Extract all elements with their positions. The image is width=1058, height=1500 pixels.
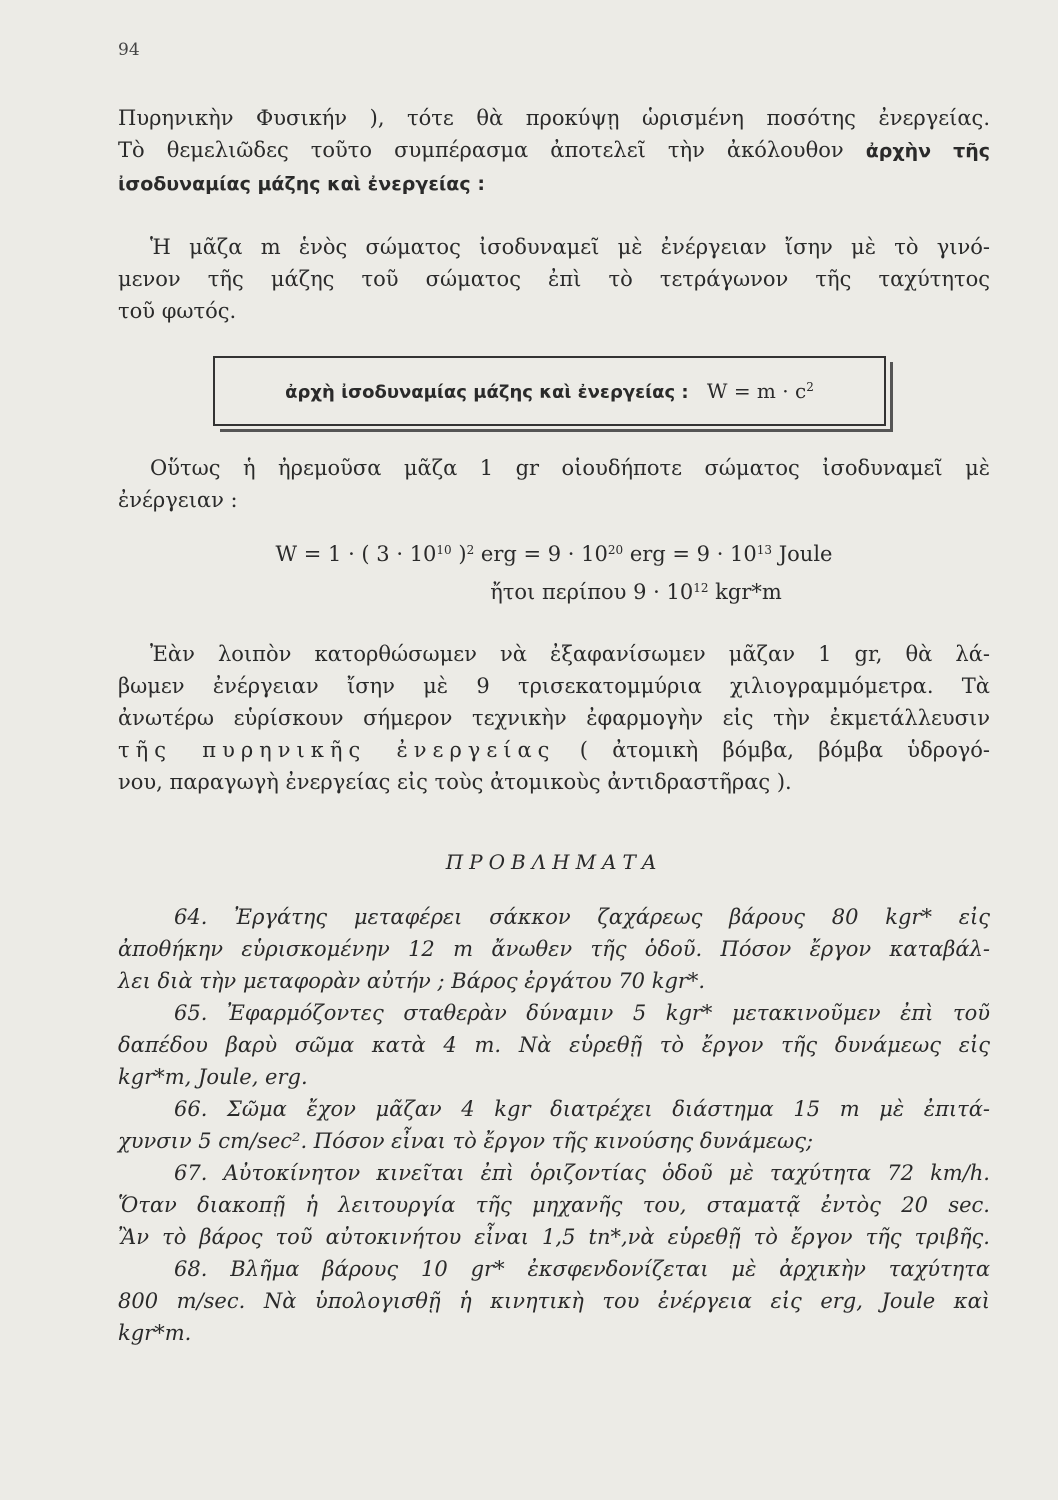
eq-alt-part-1: ἤτοι περίπου 9 · 10 bbox=[490, 580, 694, 604]
eq-part-3: erg = 9 · 10 bbox=[474, 542, 608, 566]
example-line-1: Οὕτως ἡ ἠρεμοῦσα μᾶζα 1 gr οἱουδήποτε σώματος ἰσοδυναμεῖ μὲ bbox=[150, 456, 990, 480]
problem-65-line-2: δαπέδου βαρὺ σῶμα κατὰ 4 m. Νὰ εὑρεθῇ τὸ ἔργον τῆς δυνάμεως εἰς bbox=[118, 1033, 990, 1057]
formula-exponent: 2 bbox=[806, 380, 814, 394]
principle-formula bbox=[707, 379, 814, 403]
problem-68-line-3: kgr*m. bbox=[118, 1321, 192, 1345]
energy-equation bbox=[118, 542, 990, 566]
problem-67-line-2: Ὅταν διακοπῇ ἡ λειτουργία τῆς μηχανῆς του, σταματᾷ ἐντὸς 20 sec. bbox=[118, 1193, 990, 1217]
problem-67-line-3: Ἂν τὸ βάρος τοῦ αὐτοκινήτου εἶναι 1,5 tn*,νὰ εὑρεθῇ τὸ ἔργον τῆς τριβῆς. bbox=[118, 1225, 990, 1249]
eq-alt-exp: 12 bbox=[693, 581, 709, 595]
statement-line-1: Ἡ μᾶζα m ἑνὸς σώματος ἰσοδυναμεῖ μὲ ἐνέργειαν ἴσην μὲ τὸ γινό- bbox=[150, 235, 990, 259]
statement-paragraph bbox=[118, 231, 990, 327]
problem-64-line-2: ἀποθήκην εὑρισκομένην 12 m ἄνωθεν τῆς ὁδοῦ. Πόσον ἔργον καταβάλ- bbox=[118, 937, 990, 961]
eq-part-5: Joule bbox=[772, 542, 833, 566]
problem-64-line-3: λει διὰ τὴν μεταφορὰν αὐτήν ; Βάρος ἐργάτου 70 kgr*. bbox=[118, 969, 706, 993]
problem-67-line-1: 67. Αὐτοκίνητον κινεῖται ἐπὶ ὁριζοντίας ὁδοῦ μὲ ταχύτητα 72 km/h. bbox=[174, 1161, 990, 1185]
principle-colon: : bbox=[477, 173, 485, 195]
problem-68-line-2: 800 m/sec. Νὰ ὑπολογισθῇ ἡ κινητικὴ του ἐνέργεια εἰς erg, Joule καὶ bbox=[118, 1289, 990, 1313]
energy-equation-alt bbox=[200, 580, 1058, 604]
intro-line-2-text: Τὸ θεμελιῶδες τοῦτο συμπέρασμα ἀποτελεῖ τὴν ἀκόλουθον bbox=[118, 138, 844, 162]
principle-name-bold-2: ἰσοδυναμίας μάζης καὶ ἐνεργείας bbox=[118, 173, 471, 195]
conclusion-paragraph bbox=[118, 638, 990, 798]
statement-line-3: τοῦ φωτός. bbox=[118, 299, 237, 323]
eq-part-2: ) bbox=[451, 542, 467, 566]
eq-exp-4: 13 bbox=[756, 543, 773, 557]
principle-box-text bbox=[285, 379, 814, 403]
conclusion-line-2: βωμεν ἐνέργειαν ἴσην μὲ 9 τρισεκατομμύρια χιλιογραμμόμετρα. Τὰ bbox=[118, 674, 990, 698]
conclusion-line-4-rest: ( ἀτομικὴ βόμβα, βόμβα ὑδρογό- bbox=[579, 738, 990, 762]
conclusion-line-4 bbox=[118, 734, 990, 766]
example-paragraph bbox=[118, 452, 990, 516]
problem-68-line-1: 68. Βλῆμα βάρους 10 gr* ἐκσφενδονίζεται μὲ ἀρχικὴν ταχύτητα bbox=[174, 1257, 990, 1281]
intro-line-2 bbox=[118, 134, 990, 167]
principle-name-bold-1: ἀρχὴν τῆς bbox=[865, 140, 990, 162]
problem-65-line-3: kgr*m, Joule, erg. bbox=[118, 1065, 308, 1089]
intro-line-1: Πυρηνικὴν Φυσικήν ), τότε θὰ προκύψῃ ὡρισμένη ποσότης ἐνεργείας. bbox=[118, 106, 990, 130]
problem-66-line-2: χυνσιν 5 cm/sec². Πόσον εἶναι τὸ ἔργον τῆς κινούσης δυνάμεως; bbox=[118, 1129, 814, 1153]
problem-65-line-1: 65. Ἐφαρμόζοντες σταθερὰν δύναμιν 5 kgr* μετακινοῦμεν ἐπὶ τοῦ bbox=[174, 1001, 990, 1025]
intro-line-3 bbox=[118, 167, 990, 200]
problem-64-line-1: 64. Ἐργάτης μεταφέρει σάκκον ζαχάρεως βάρους 80 kgr* εἰς bbox=[174, 905, 990, 929]
eq-exp-2: 2 bbox=[466, 543, 475, 557]
eq-part-1: W = 1 · ( 3 · 10 bbox=[275, 542, 437, 566]
conclusion-line-3: ἀνωτέρω εὑρίσκουν σήμερον τεχνικὴν ἐφαρμογὴν εἰς τὴν ἐκμετάλλευσιν bbox=[118, 706, 990, 730]
example-line-2: ἐνέργειαν : bbox=[118, 488, 238, 512]
intro-paragraph bbox=[118, 102, 990, 200]
formula-main: W = m · c bbox=[706, 379, 807, 403]
eq-exp-3: 20 bbox=[607, 543, 624, 557]
nuclear-energy-spaced: τῆς πυρηνικῆς ἐνεργείας bbox=[118, 738, 556, 762]
problems-list bbox=[118, 901, 990, 1349]
problems-heading: ΠΡΟΒΛΗΜΑΤΑ bbox=[445, 850, 663, 874]
eq-exp-1: 10 bbox=[436, 543, 452, 557]
statement-line-2: μενον τῆς μάζης τοῦ σώματος ἐπὶ τὸ τετράγωνον τῆς ταχύτητος bbox=[118, 267, 990, 291]
eq-alt-part-2: kgr*m bbox=[708, 580, 782, 604]
principle-box bbox=[213, 356, 886, 426]
principle-box-label: ἀρχὴ ἰσοδυναμίας μάζης καὶ ἐνεργείας : bbox=[285, 382, 689, 403]
conclusion-line-5: νου, παραγωγὴ ἐνεργείας εἰς τοὺς ἀτομικοὺς ἀντιδραστῆρας ). bbox=[118, 770, 792, 794]
conclusion-line-1: Ἐὰν λοιπὸν κατορθώσωμεν νὰ ἐξαφανίσωμεν μᾶζαν 1 gr, θὰ λά- bbox=[150, 642, 990, 666]
page-number: 94 bbox=[118, 40, 140, 60]
problem-66-line-1: 66. Σῶμα ἔχον μᾶζαν 4 kgr διατρέχει διάστημα 15 m μὲ ἐπιτά- bbox=[174, 1097, 990, 1121]
eq-part-4: erg = 9 · 10 bbox=[623, 542, 757, 566]
